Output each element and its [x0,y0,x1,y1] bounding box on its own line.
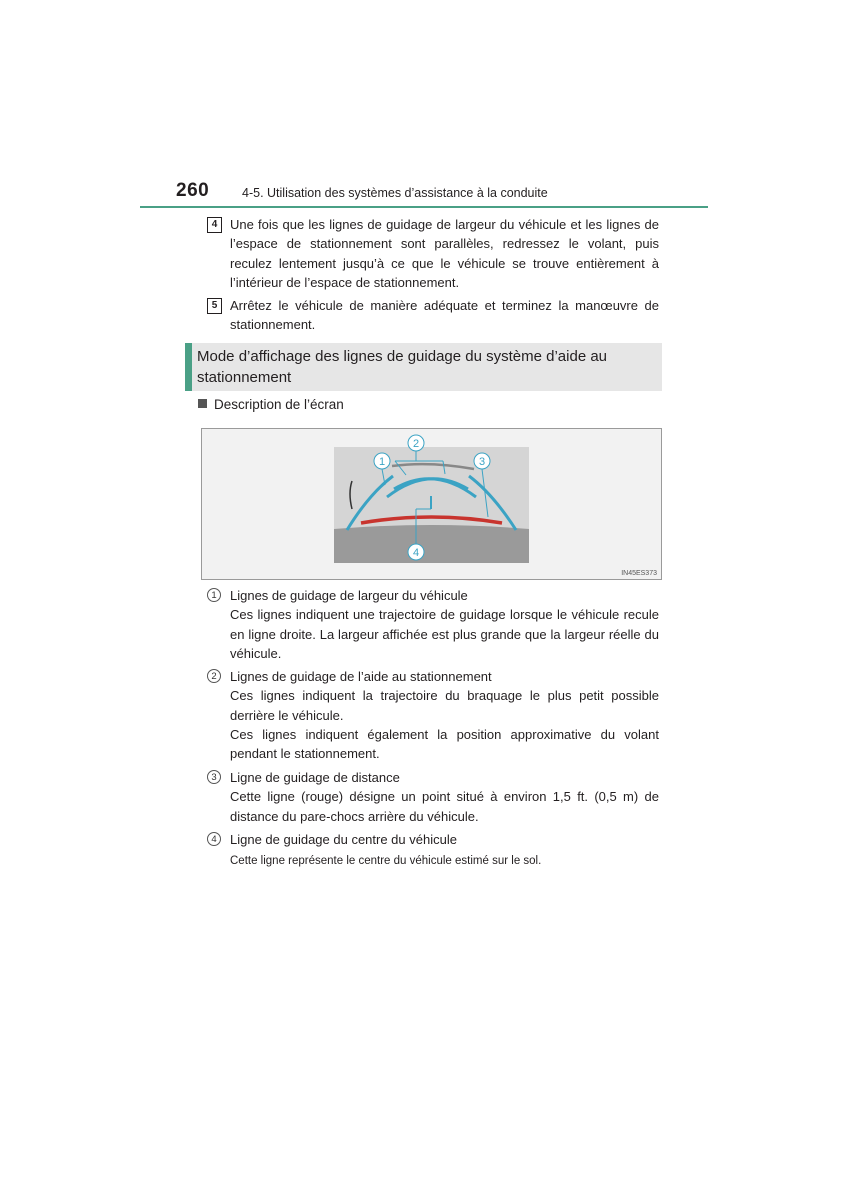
step-number: 5 [207,298,222,314]
callout-3-label: 3 [478,456,486,468]
step-text: Une fois que les lignes de guidage de largeur du véhicule et les lignes de l’espace de stationnement sont parallèles, redressez le volant, puis reculez lentement jusqu’à ce que le véhicule se trouve entièrement à l’intérieur de l’espace de stationnement. [230,217,659,290]
item-number-circle: 4 [207,832,221,846]
sub-heading [198,397,344,412]
sub-heading-text: Description de l’écran [214,397,344,412]
camera-screen-illustration [202,429,663,581]
step-5 [207,296,659,335]
callout-4 [408,544,424,560]
item-desc: Cette ligne (rouge) désigne un point situé à environ 1,5 ft. (0,5 m) de distance du pare-chocs arrière du véhicule. [230,789,659,824]
running-head: 4-5. Utilisation des systèmes d’assistance à la conduite [242,186,548,200]
figure-code: IN45ES373 [621,570,657,577]
legend-item-1 [207,586,659,663]
header-rule [140,206,708,208]
callout-4-label: 4 [412,547,420,559]
item-desc: Cette ligne représente le centre du véhicule estimé sur le sol. [230,855,542,868]
callout-1 [374,453,390,469]
legend-item-4 [207,830,659,872]
item-title: Lignes de guidage de largeur du véhicule [230,588,468,603]
callout-2 [408,435,424,451]
legend-item-2 [207,667,659,763]
item-title: Ligne de guidage de distance [230,770,400,785]
square-bullet-icon [198,399,207,408]
item-desc: Ces lignes indiquent la trajectoire du braquage le plus petit possible derrière le véhicule. [230,688,659,723]
callout-2-label: 2 [412,438,420,450]
camera-screen-figure [201,428,662,580]
item-desc: Ces lignes indiquent également la position approximative du volant pendant le stationnement. [230,726,659,762]
callout-1-label: 1 [378,456,386,468]
item-number-circle: 1 [207,588,221,602]
step-4 [207,215,659,292]
step-text: Arrêtez le véhicule de manière adéquate et terminez la manœuvre de stationnement. [230,298,659,333]
callout-3 [474,453,490,469]
item-number-circle: 3 [207,770,221,784]
bumper-area [334,525,529,563]
item-number-circle: 2 [207,669,221,683]
section-title: Mode d’affichage des lignes de guidage du système d’aide au stationnement [197,348,608,386]
item-desc: Ces lignes indiquent une trajectoire de guidage lorsque le véhicule recule en ligne droite. La largeur affichée est plus grande que la largeur réelle du véhicule. [230,607,659,661]
page-number: 260 [176,180,210,201]
item-title: Ligne de guidage du centre du véhicule [230,832,457,847]
legend-item-3 [207,768,659,826]
item-title: Lignes de guidage de l’aide au stationnement [230,669,492,684]
step-number: 4 [207,217,222,233]
